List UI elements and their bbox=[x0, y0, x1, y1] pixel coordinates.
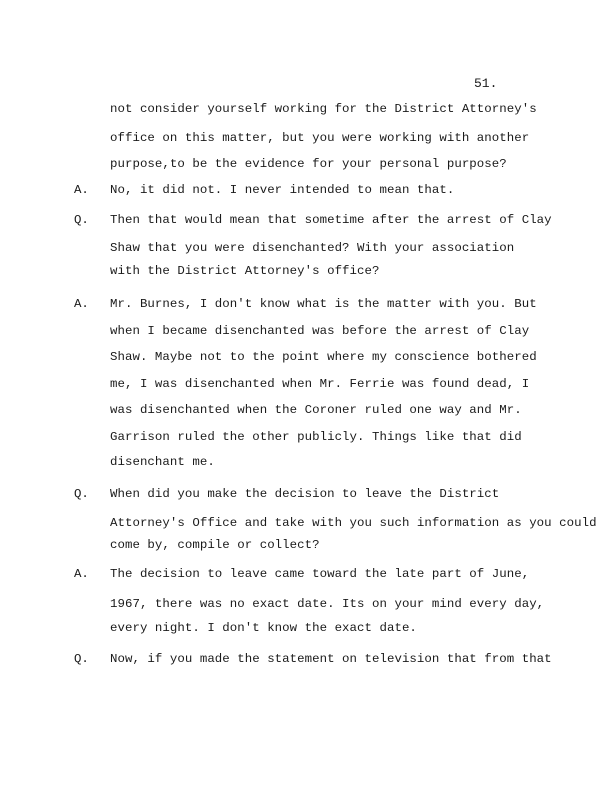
speaker-label: Q. bbox=[74, 213, 89, 227]
transcript-line: when I became disenchanted was before the arrest of Clay bbox=[110, 324, 530, 338]
speaker-label: A. bbox=[74, 297, 89, 311]
transcript-line: disenchant me. bbox=[110, 455, 215, 469]
transcript-line: Attorney's Office and take with you such information as you could bbox=[110, 516, 597, 530]
transcript-line: Then that would mean that sometime after the arrest of Clay bbox=[110, 213, 552, 227]
transcript-line: 1967, there was no exact date. Its on your mind every day, bbox=[110, 597, 545, 611]
speaker-label: A. bbox=[74, 183, 89, 197]
transcript-line: not consider yourself working for the District Attorney's bbox=[110, 102, 537, 116]
transcript-line: come by, compile or collect? bbox=[110, 538, 320, 552]
transcript-line: Shaw. Maybe not to the point where my conscience bothered bbox=[110, 350, 537, 364]
transcript-line: Garrison ruled the other publicly. Things like that did bbox=[110, 430, 522, 444]
transcript-line: No, it did not. I never intended to mean that. bbox=[110, 183, 455, 197]
page-number: 51. bbox=[474, 76, 498, 91]
transcript-line: with the District Attorney's office? bbox=[110, 264, 380, 278]
transcript-line: Shaw that you were disenchanted? With your association bbox=[110, 241, 515, 255]
transcript-line: office on this matter, but you were working with another bbox=[110, 131, 530, 145]
transcript-line: When did you make the decision to leave the District bbox=[110, 487, 500, 501]
speaker-label: A. bbox=[74, 567, 89, 581]
transcript-line: every night. I don't know the exact date. bbox=[110, 621, 417, 635]
transcript-line: me, I was disenchanted when Mr. Ferrie was found dead, I bbox=[110, 377, 530, 391]
transcript-line: The decision to leave came toward the late part of June, bbox=[110, 567, 530, 581]
speaker-label: Q. bbox=[74, 652, 89, 666]
transcript-line: was disenchanted when the Coroner ruled one way and Mr. bbox=[110, 403, 522, 417]
transcript-line: Now, if you made the statement on television that from that bbox=[110, 652, 552, 666]
transcript-line: Mr. Burnes, I don't know what is the matter with you. But bbox=[110, 297, 537, 311]
speaker-label: Q. bbox=[74, 487, 89, 501]
transcript-line: purpose,to be the evidence for your personal purpose? bbox=[110, 157, 507, 171]
